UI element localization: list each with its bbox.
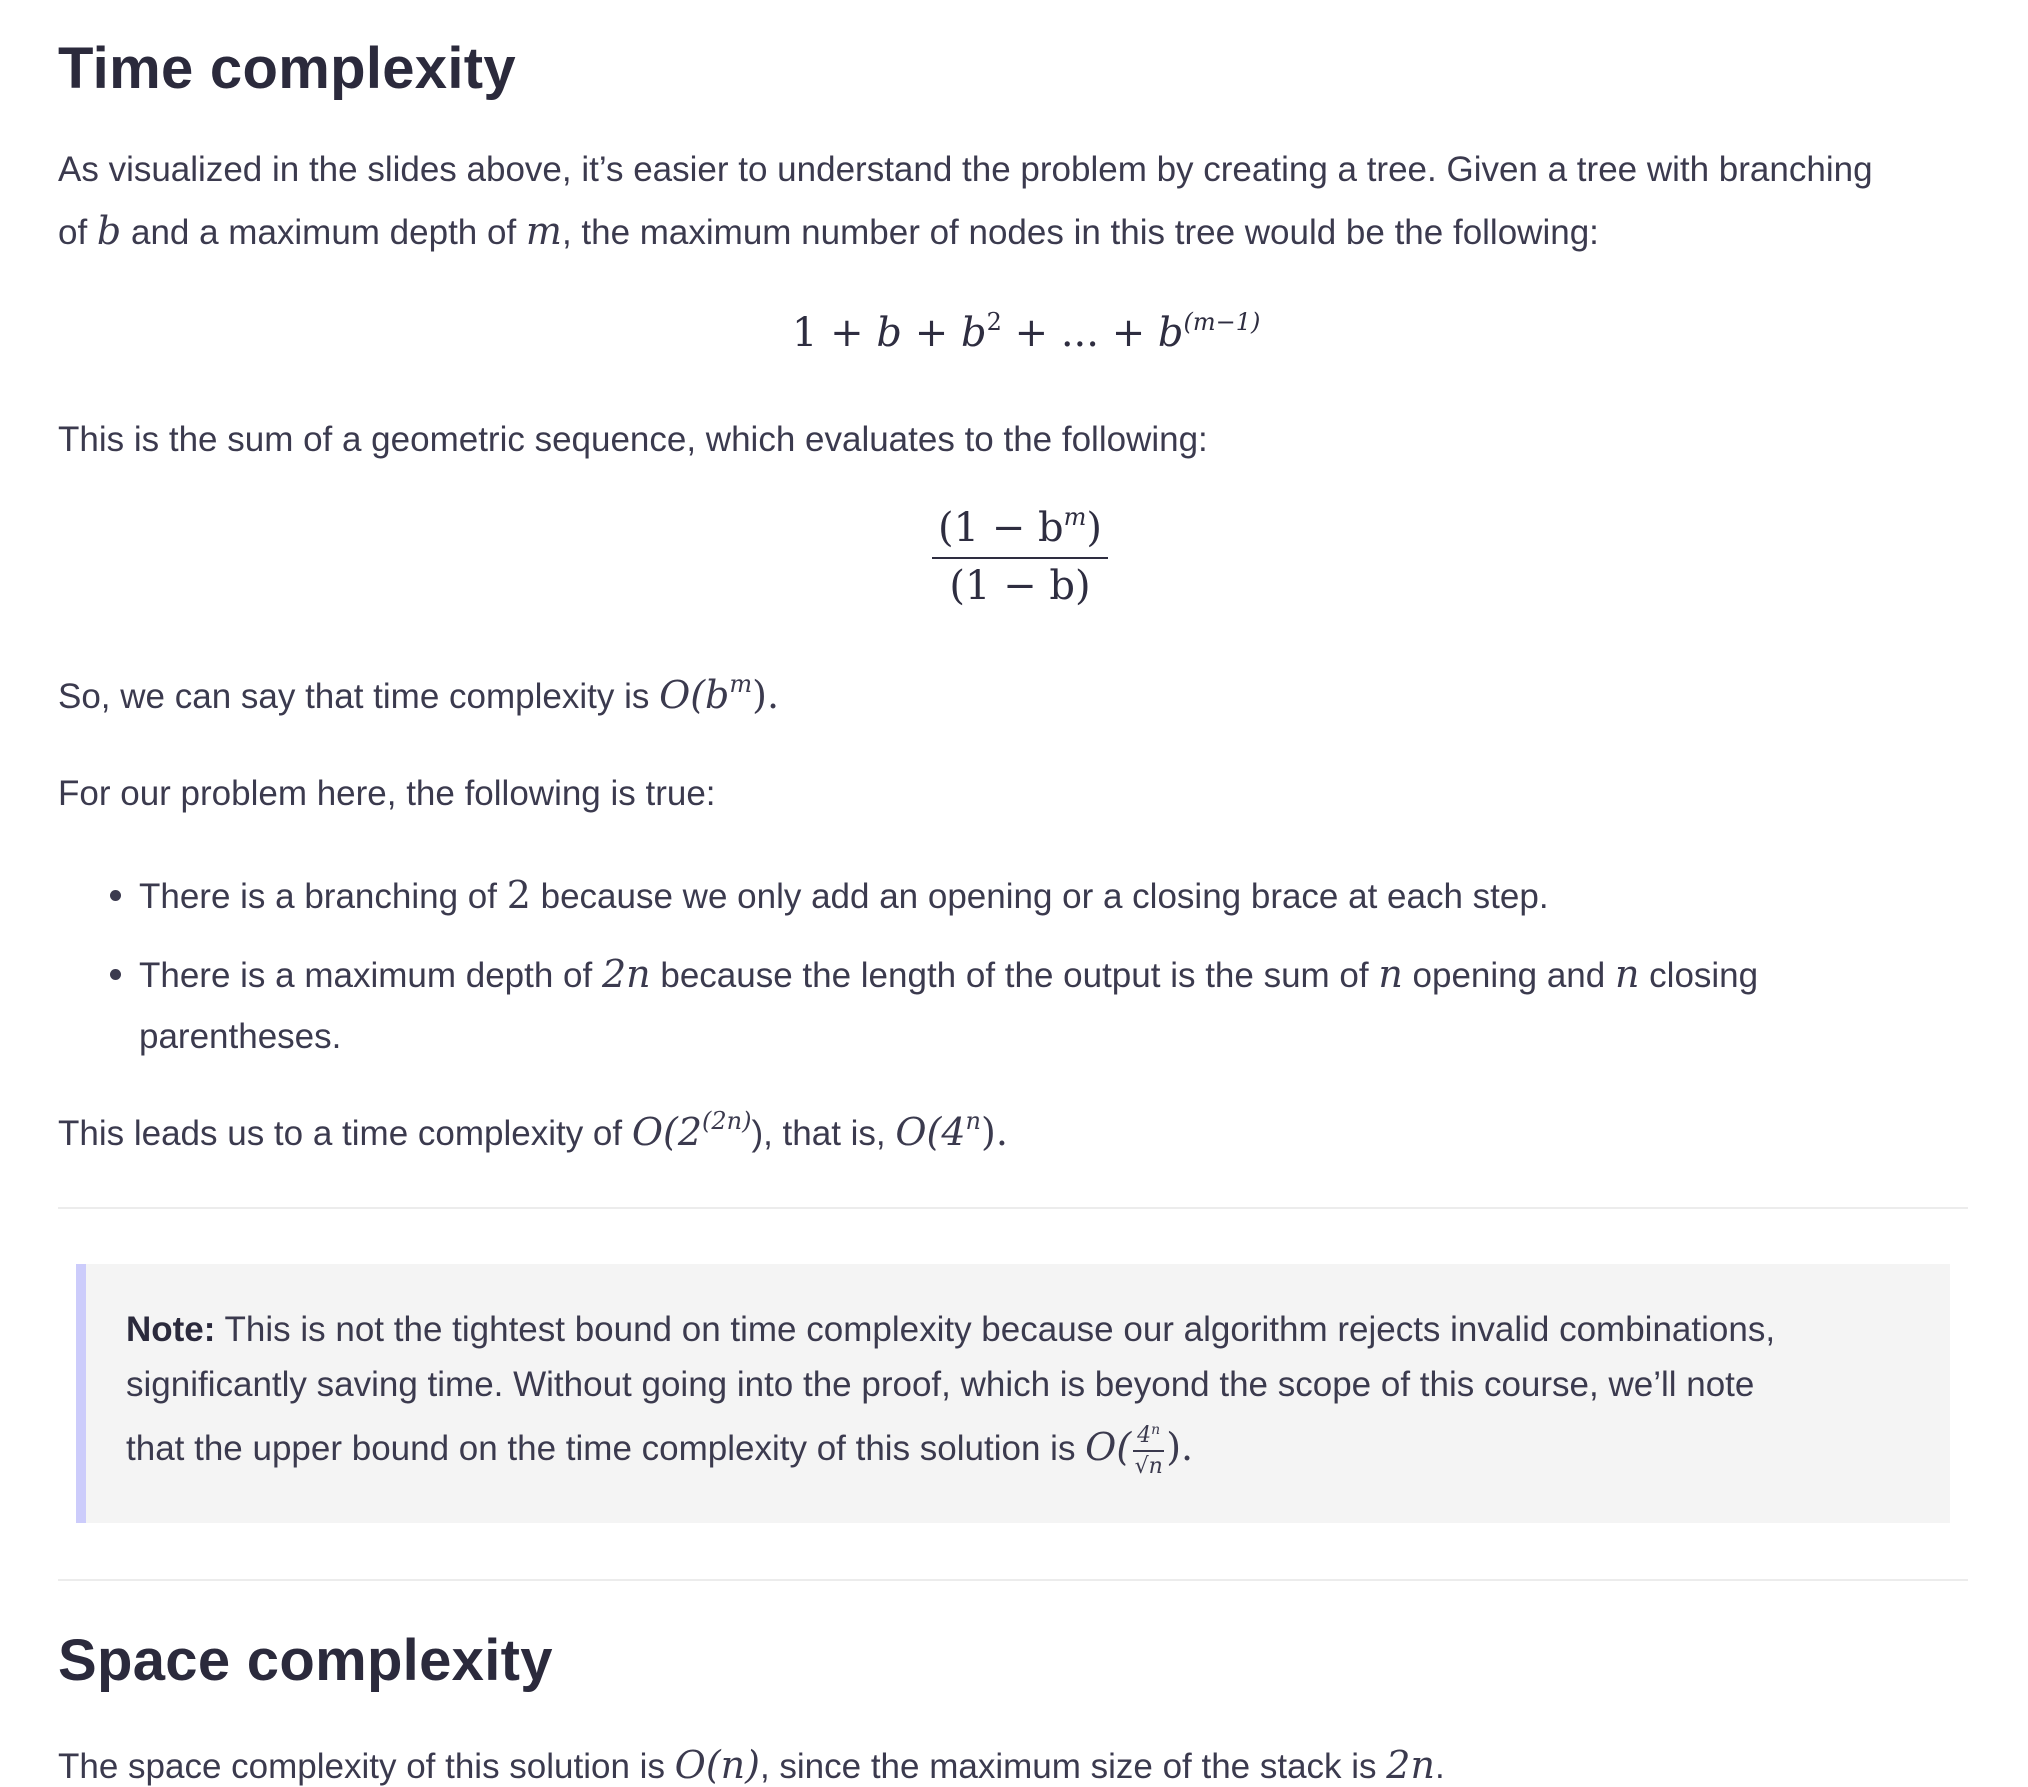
formula-dots: ...: [1060, 310, 1099, 356]
fraction-denominator: (1 − b): [949, 563, 1091, 609]
math-var-b: b: [96, 209, 122, 253]
formula-exp-2: 2: [986, 308, 1002, 336]
math-var-m: m: [525, 209, 562, 253]
math-o-n: O(n): [674, 1743, 760, 1787]
problem-statement-text: For our problem here, the following is true:: [58, 774, 716, 813]
formula-exp-m-minus-1: (m−1): [1183, 308, 1261, 336]
note-label: Note:: [126, 1310, 216, 1349]
fraction-4n-over-sqrt-n: $\frac{4^n}{√n}$: [1134, 1422, 1163, 1479]
bullet-dot: [110, 969, 121, 980]
bullet-item-branching: There is a branching of 2 because we only add an opening or a closing brace at each step.: [139, 873, 1549, 917]
math-two: 2: [506, 873, 531, 917]
bullet-item-depth-continuation: parentheses.: [139, 1017, 342, 1056]
time-complexity-conclusion: So, we can say that time complexity is $O(b^m)$.: [58, 670, 780, 717]
formula-plus: +: [1014, 310, 1049, 356]
time-complexity-heading: Time complexity: [58, 36, 516, 101]
geometric-sum-formula: [792, 310, 1260, 356]
intro-text: , the maximum number of nodes in this tree would be the following:: [561, 213, 1599, 252]
geometric-sequence-text: This is the sum of a geometric sequence, which evaluates to the following:: [58, 420, 1208, 459]
bullet-item-depth: There is a maximum depth of 2n because the length of the output is the sum of n opening and n closing: [139, 952, 1759, 996]
intro-line-1: As visualized in the slides above, it’s easier to understand the problem by creating a tree. Given a tree with branching: [58, 150, 1873, 189]
space-complexity-text: The space complexity of this solution is O(n), since the maximum size of the stack is 2n.: [58, 1743, 1445, 1787]
note-line-2: significantly saving time. Without going into the proof, which is beyond the scope of this course, we’ll note: [126, 1365, 1755, 1404]
time-complexity-result: This leads us to a time complexity of $O(2^{(2n)})$, that is, O(4$^n$).: [58, 1107, 1008, 1154]
geometric-fraction: [932, 505, 1108, 609]
math-o-2-2n: O(2: [631, 1110, 702, 1154]
section-divider: [58, 1207, 1968, 1209]
math-o-4n: O(4: [895, 1110, 966, 1154]
space-complexity-heading: Space complexity: [58, 1628, 553, 1693]
formula-plus: +: [830, 310, 864, 356]
formula-b: b: [876, 310, 903, 356]
math-big-o-bm: O(b: [659, 673, 730, 717]
note-line-3: that the upper bound on the time complexity of this solution is O( $\frac{4^n}{√n}$ ).: [126, 1422, 1194, 1479]
math-2n: 2n: [1386, 1743, 1435, 1787]
formula-b: b: [1157, 310, 1184, 356]
formula-plus: +: [914, 310, 949, 356]
note-callout: [76, 1264, 1950, 1523]
formula-plus: +: [1111, 310, 1146, 356]
section-divider: [58, 1579, 1968, 1581]
fraction-numerator: $(1 - b^m)$: [932, 505, 1108, 559]
note-line-1: Note: This is not the tightest bound on time complexity because our algorithm rejects invalid combinations,: [126, 1310, 1776, 1349]
math-2n: 2n: [601, 952, 651, 996]
intro-text: and a maximum depth of: [121, 213, 526, 252]
intro-line-2: [58, 209, 1599, 253]
math-o-4n-sqrt-n: O(: [1085, 1424, 1132, 1469]
formula-b: b: [960, 310, 987, 356]
formula-one: 1: [792, 310, 818, 356]
bullet-dot: [110, 890, 121, 901]
intro-text: of: [58, 213, 97, 252]
